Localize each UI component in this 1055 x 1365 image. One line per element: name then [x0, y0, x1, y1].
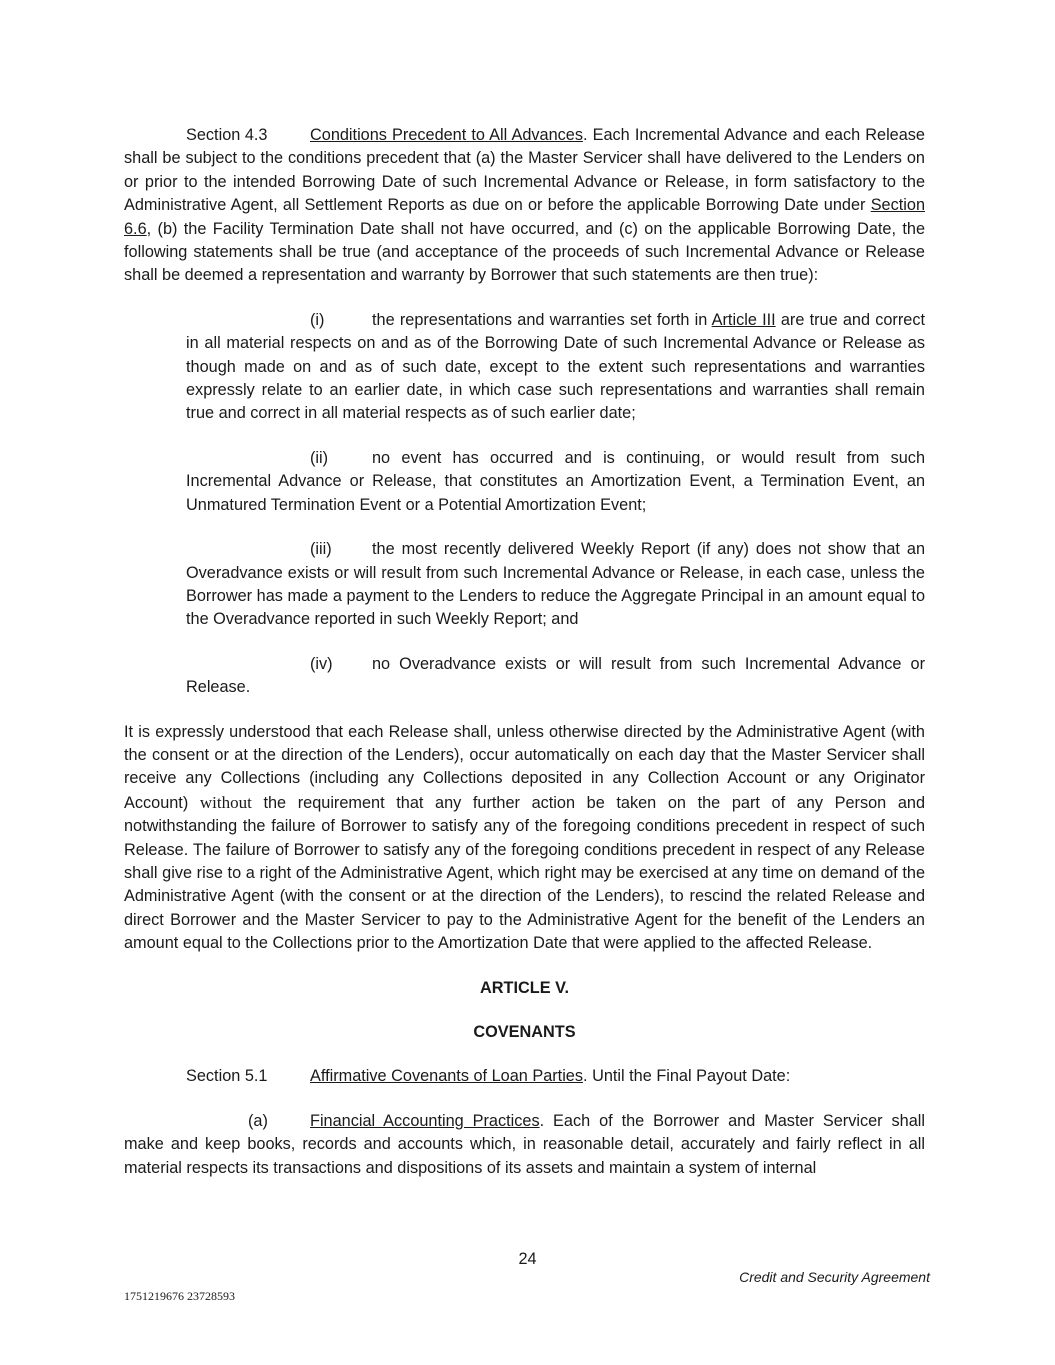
clause-title: Financial Accounting Practices [310, 1111, 540, 1130]
release-paragraph: It is expressly understood that each Release shall, unless otherwise directed by the Administrative Agent (with the consent or at the direction of the Lenders), occur automatically on each day that the Master Servicer shall receive any Collections (including any Collections deposited in any Collection Account or any Originator Account) without the requirement that any further action be taken on the part of any Person and notwithstanding the failure of Borrower to satisfy any of the foregoing conditions precedent in respect of such Release. The failure of Borrower to satisfy any of the foregoing conditions precedent in respect of any Release shall give rise to a right of the Administrative Agent, which right may be exercised at any time on demand of the Administrative Agent (with the consent or at the direction of the Lenders), to rescind the related Release and direct Borrower and the Master Servicer to pay to the Administrative Agent for the benefit of the Lenders an amount equal to the Collections prior to the Amortization Date that were applied to the affected Release. [124, 722, 925, 953]
document-id-footer: 1751219676 23728593 [124, 1289, 235, 1303]
cross-reference: Section 6.6 [124, 196, 925, 238]
section-title: Affirmative Covenants of Loan Parties [310, 1067, 584, 1086]
page-number: 24 [518, 1250, 537, 1268]
section-title: Conditions Precedent to All Advances [310, 126, 583, 144]
clause-iv: (iv) no Overadvance exists or will result from such Incremental Advance or Release. [186, 654, 925, 697]
article-title: COVENANTS [473, 1023, 576, 1041]
section-4-3-paragraph: Section 4.3 Conditions Precedent to All Advances. Each Incremental Advance and each Release shall be subject to the conditions precedent that (a) the Master Servicer shall have delivered to the Lenders on or prior to the intended Borrowing Date of such Incremental Advance or Release, in form satisfactory to the Administrative Agent, all Settlement Reports as due on or before the applicable Borrowing Date under Section 6.6, (b) the Facility Termination Date shall not have occurred, and (c) on the applicable Borrowing Date, the following statements shall be true (and acceptance of the proceeds of such Incremental Advance or Release shall be deemed a representation and warranty by Borrower that such statements are then true): [124, 126, 925, 285]
clause-iii: (iii) the most recently delivered Weekly Report (if any) does not show that an Overadvance exists or will result from such Incremental Advance or Release, in each case, unless the Borrower has made a payment to the Lenders to reduce the Aggregate Principal in an amount equal to the Overadvance reported in such Weekly Report; and [186, 540, 925, 629]
clause-number: (iv) [310, 654, 333, 673]
clause-number: (i) [310, 310, 325, 329]
article-number: ARTICLE V. [480, 978, 569, 997]
cross-reference: Article III [711, 310, 776, 329]
clause-ii: (ii) no event has occurred and is continuing, or would result from such Incremental Advance or Release, that constitutes an Amortization Event, a Termination Event, an Unmatured Termination Event or a Potential Amortization Event; [186, 448, 925, 514]
document-title-footer: Credit and Security Agreement [739, 1269, 930, 1285]
section-5-1-paragraph: Section 5.1 Affirmative Covenants of Loan Parties. Until the Final Payout Date: [124, 1065, 925, 1088]
section-5-1-a-paragraph: (a) Financial Accounting Practices. Each of the Borrower and Master Servicer shall make and keep books, records and accounts which, in reasonable detail, accurately and fairly reflect in all material respects its transactions and dispositions of its assets and maintain a system of internal [124, 1111, 925, 1177]
clause-number: (ii) [310, 448, 329, 467]
section-label: Section 4.3 [186, 126, 268, 144]
clause-number: (iii) [310, 540, 332, 559]
clause-i: (i) the representations and warranties set forth in Article III are true and correct in all material respects on and as of the Borrowing Date of such Incremental Advance or Release as though made on and as of such date, except to the extent such representations and warranties expressly relate to an earlier date, in which case such representations and warranties shall remain true and correct in all material respects as of such earlier date; [186, 310, 925, 423]
section-label: Section 5.1 [186, 1067, 268, 1086]
clause-number: (a) [248, 1111, 268, 1130]
document-body [124, 124, 925, 1180]
